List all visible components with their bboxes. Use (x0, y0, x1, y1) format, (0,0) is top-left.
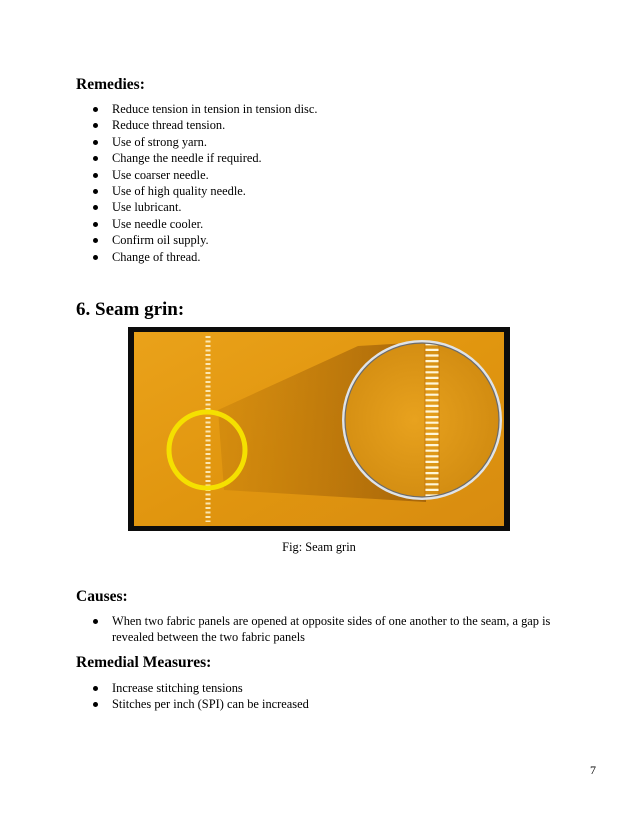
remedies-heading: Remedies: (76, 76, 145, 93)
causes-heading: Causes: (76, 588, 128, 605)
list-item: Change of thread. (90, 249, 317, 265)
list-item: Use needle cooler. (90, 216, 317, 232)
list-item: Use coarser needle. (90, 167, 317, 183)
list-item: Use lubricant. (90, 199, 317, 215)
list-item: When two fabric panels are opened at opposite sides of one another to the seam, a gap is revealed between the two fabric panels (90, 613, 560, 646)
remedies-list (90, 101, 317, 265)
list-item: Reduce thread tension. (90, 117, 317, 133)
seam-grin-figure (128, 327, 510, 531)
page-number: 7 (590, 763, 596, 777)
list-item: Stitches per inch (SPI) can be increased (90, 696, 309, 712)
remedial-list (90, 680, 309, 713)
seam-grin-illustration (134, 332, 504, 526)
list-item: Increase stitching tensions (90, 680, 309, 696)
list-item: Confirm oil supply. (90, 232, 317, 248)
list-item: Reduce tension in tension in tension disc. (90, 101, 317, 117)
figure-caption: Fig: Seam grin (282, 540, 356, 554)
list-item: Change the needle if required. (90, 150, 317, 166)
list-item: Use of high quality needle. (90, 183, 317, 199)
remedial-heading: Remedial Measures: (76, 654, 212, 671)
causes-list (90, 613, 560, 646)
section-heading: 6. Seam grin: (76, 299, 185, 320)
list-item: Use of strong yarn. (90, 134, 317, 150)
